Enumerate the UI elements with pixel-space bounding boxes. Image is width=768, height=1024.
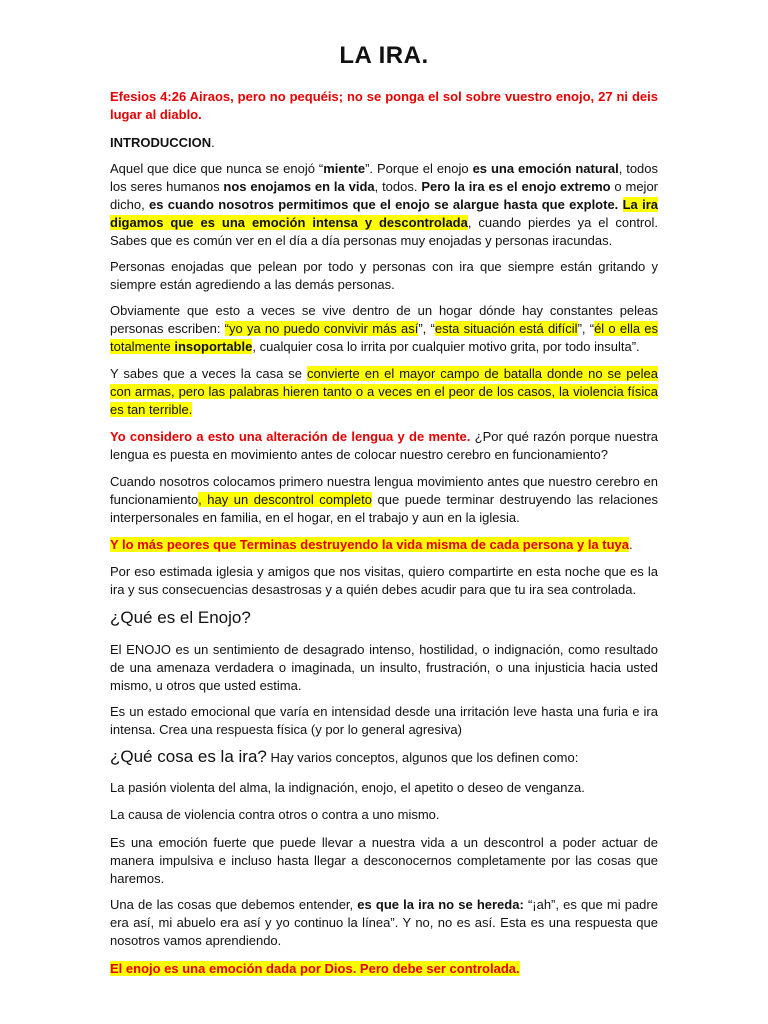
paragraph-estado-emocional: Es un estado emocional que varía en intensidad desde una irritación leve hasta una furia e ira intensa. Crea una respuesta física (y por lo general agresiva) bbox=[110, 704, 658, 737]
paragraph-intro: Aquel que dice que nunca se enojó “miente”. Porque el enojo es una emoción natural, todos los seres humanos nos enojamos en la vida, todos. Pero la ira es el enojo extremo o mejor dicho, es cuando nosotros permitimos que el enojo se alargue hasta que explote. La ira digamos que es una emoción intensa y descontrolada, cuando pierdes ya el control. Sabes que es común ver en el día a día personas muy enojadas y personas iracundas. bbox=[110, 161, 659, 248]
paragraph-campo-batalla: Y sabes que a veces la casa se convierte en el mayor campo de batalla donde no se pelea con armas, pero las palabras hieren tanto o a veces en el peor de los casos, la violencia física es tan terrible. bbox=[110, 366, 659, 417]
paragraph-no-se-hereda: Una de las cosas que debemos entender, es que la ira no se hereda: “¡ah”, es que mi padre era así, mi abuelo era así y yo continuo la línea”. Y no, no es así. Esta es una respuesta que nosotros vamos aprendiendo. bbox=[110, 897, 658, 948]
paragraph-alteracion: Yo considero a esto una alteración de lengua y de mente. ¿Por qué razón porque nuestra lengua es puesta en movimiento antes de colocar nuestro cerebro en funcionamiento? bbox=[110, 429, 659, 462]
bible-verse: Efesios 4:26 Airaos, pero no pequéis; no se ponga el sol sobre vuestro enojo, 27 ni deis lugar al diablo. bbox=[110, 89, 658, 122]
paragraph-emocion-dada-por-dios: El enojo es una emoción dada por Dios. Pero debe ser controlada. bbox=[110, 961, 520, 976]
paragraph-hogar: Obviamente que esto a veces se vive dentro de un hogar dónde hay constantes peleas personas escriben: “yo ya no puedo convivir más así”, “esta situación está difícil”, “él o ella es totalmente insoportable, cualquier cosa lo irrita por cualquier motivo grita, por todo insulta”. bbox=[110, 303, 659, 354]
paragraph-personas: Personas enojadas que pelean por todo y personas con ira que siempre están gritando y siempre están agrediendo a las demás personas. bbox=[110, 259, 658, 292]
paragraph-causa-violencia: La causa de violencia contra otros o contra a uno mismo. bbox=[110, 807, 440, 822]
paragraph-emocion-fuerte: Es una emoción fuerte que puede llevar a nuestra vida a un descontrol a poder actuar de manera impulsiva e incluso hasta llegar a desconocernos completamente por las cosas que haremos. bbox=[110, 835, 658, 886]
paragraph-descontrol: Cuando nosotros colocamos primero nuestra lengua movimiento antes que nuestro cerebro en funcionamiento, hay un descontrol completo que puede terminar destruyendo las relaciones interpersonales en familia, en el hogar, en el trabajo y aun en la iglesia. bbox=[110, 474, 658, 525]
page-title: LA IRA. bbox=[339, 42, 429, 69]
heading-que-es-enojo: ¿Qué es el Enojo? bbox=[110, 608, 251, 627]
heading-que-es-ira: ¿Qué cosa es la ira? Hay varios conceptos, algunos que los definen como: bbox=[110, 747, 579, 766]
paragraph-definicion-enojo: El ENOJO es un sentimiento de desagrado intenso, hostilidad, o indignación, como resultado de una amenaza verdadera o imaginada, un insulto, frustración, o una injusticia hacia usted mismo, u otros que usted estima. bbox=[110, 642, 658, 693]
intro-heading: INTRODUCCION. bbox=[110, 135, 215, 150]
paragraph-pasion-violenta: La pasión violenta del alma, la indignación, enojo, el apetito o deseo de venganza. bbox=[110, 780, 585, 795]
paragraph-destruyendo: Y lo más peores que Terminas destruyendo la vida misma de cada persona y la tuya. bbox=[110, 537, 633, 552]
paragraph-invitacion: Por eso estimada iglesia y amigos que nos visitas, quiero compartirte en esta noche que es la ira y sus consecuencias desastrosas y a quién debes acudir para que tu ira sea controlada. bbox=[110, 564, 658, 597]
